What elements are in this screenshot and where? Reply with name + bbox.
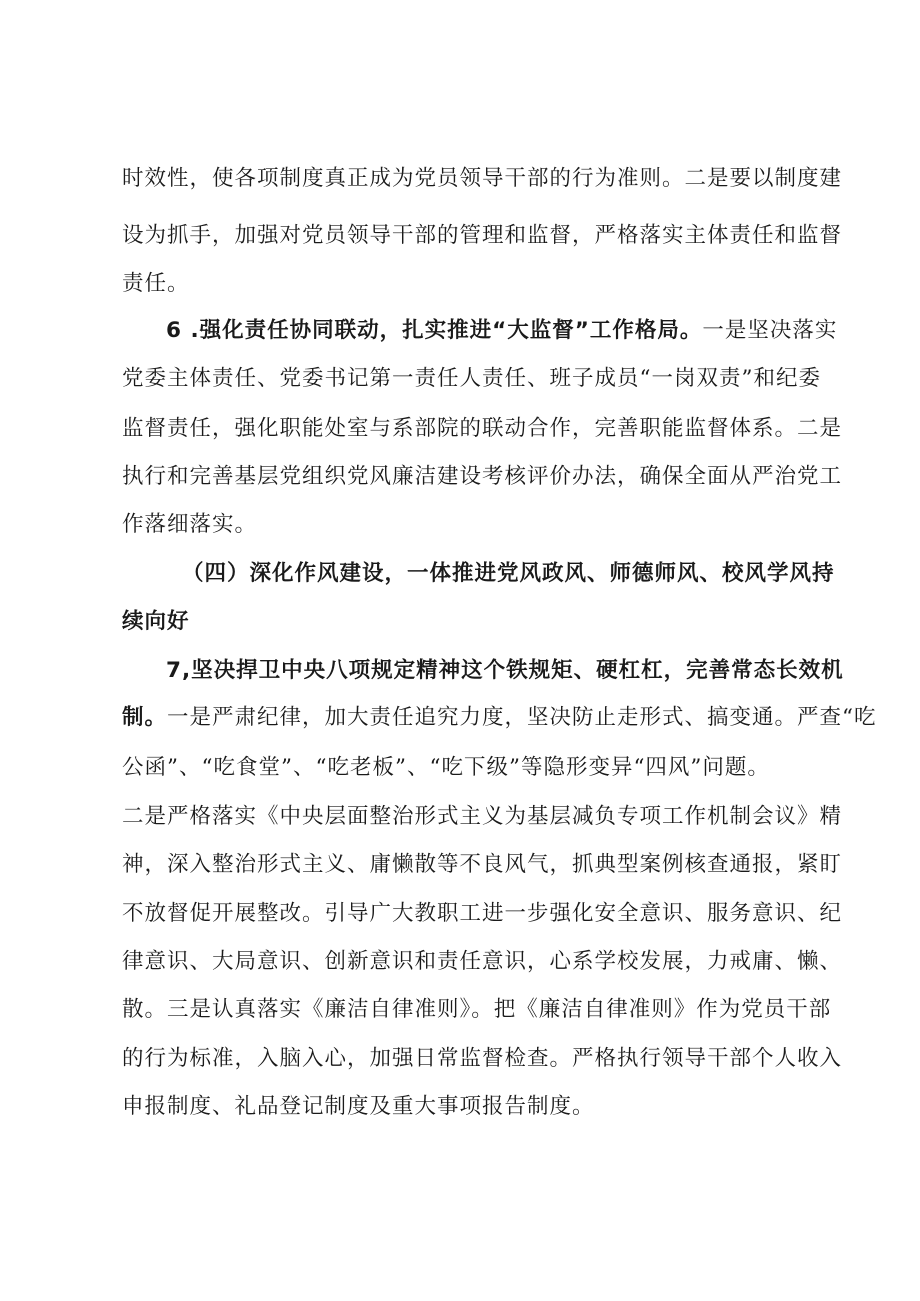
paragraph-line: 申报制度、礼品登记制度及重大事项报告制度。 bbox=[122, 1094, 595, 1119]
paragraph-line: 不放督促开展整改。引导广大教职工进一步强化安全意识、服务意识、纪 bbox=[122, 901, 843, 926]
section-heading: （四）深化作风建设，一体推进党风政风、师德师风、校风学风持 bbox=[182, 561, 835, 586]
paragraph-line: 律意识、大局意识、创新意识和责任意识，心系学校发展，力戒庸、懒、 bbox=[122, 949, 843, 974]
paragraph-heading-line bbox=[166, 313, 837, 344]
paragraph-line: 执行和完善基层党组织党风廉洁建设考核评价办法，确保全面从严治党工 bbox=[122, 464, 843, 489]
paragraph-line: 二是严格落实《中央层面整治形式主义为基层减负专项工作机制会议》精 bbox=[122, 804, 843, 829]
paragraph-line: 公函”、“吃食堂”、“吃老板”、“吃下级”等隐形变异“四风”问题。 bbox=[122, 755, 770, 780]
section-heading-cont: 续向好 bbox=[122, 609, 190, 634]
paragraph-line: 神，深入整治形式主义、庸懒散等不良风气，抓典型案例核查通报，紧盯 bbox=[122, 852, 843, 877]
paragraph-line: 作落细落实。 bbox=[122, 512, 258, 537]
paragraph-line: 散。三是认真落实《廉洁自律准则》。把《廉洁自律准则》作为党员干部 bbox=[122, 997, 832, 1022]
paragraph-line: 责任。 bbox=[122, 271, 190, 296]
paragraph-line: 监督责任，强化职能处室与系部院的联动合作，完善职能监督体系。二是 bbox=[122, 416, 843, 441]
paragraph-heading-line bbox=[122, 700, 877, 731]
paragraph-line: 时效性，使各项制度真正成为党员领导干部的行为准则。二是要以制度建 bbox=[122, 166, 843, 191]
item-6-heading: 6 .强化责任协同联动，扎实推进“大监督”工作格局。 bbox=[166, 318, 703, 343]
paragraph-text: 一是严肃纪律，加大责任追究力度，坚决防止走形式、搞变通。严查“吃 bbox=[167, 705, 877, 730]
paragraph-text: 一是坚决落实 bbox=[702, 318, 838, 343]
item-7-heading: 7,坚决捍卫中央八项规定精神这个铁规矩、硬杠杠，完善常态长效机 bbox=[166, 658, 844, 683]
item-7-heading-cont: 制。 bbox=[122, 705, 168, 730]
paragraph-line: 设为抓手，加强对党员领导干部的管理和监督，严格落实主体责任和监督 bbox=[122, 223, 843, 248]
paragraph-line: 的行为标准，入脑入心，加强日常监督检查。严格执行领导干部个人收入 bbox=[122, 1046, 843, 1071]
paragraph-line: 党委主体责任、党委书记第一责任人责任、班子成员“一岗双责”和纪委 bbox=[122, 366, 821, 391]
